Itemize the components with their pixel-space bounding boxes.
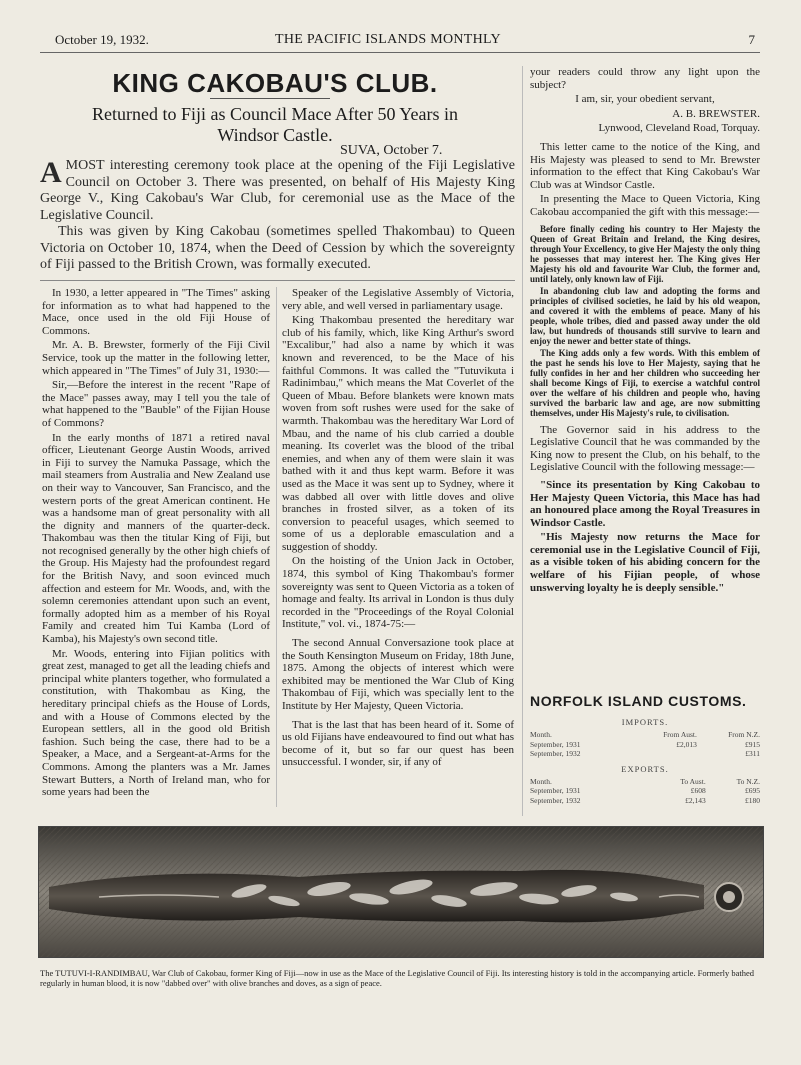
table-header: From N.Z.: [728, 730, 760, 739]
running-header: [55, 32, 755, 54]
paragraph: This letter came to the notice of the King, and His Majesty was pleased to send to Mr. Brewster information to the effect that King Cakobau's War Club was at Windsor Castle.: [530, 140, 760, 191]
article-title: KING CAKOBAU'S CLUB.: [112, 68, 438, 98]
lead-rule: [40, 280, 515, 281]
magazine-title: THE PACIFIC ISLANDS MONTHLY: [275, 32, 501, 47]
page-number: 7: [748, 32, 755, 47]
customs-table: [530, 715, 760, 805]
exports-table: [530, 777, 760, 806]
table-header: Month.: [530, 730, 552, 739]
imports-table: [530, 730, 760, 759]
paragraph: On the hoisting of the Union Jack in October, 1874, this symbol of King Thakombau's former sovereignty was sent to Queen Victoria as a token of homage and fealty. Its arrival in London is thus duly recorded in the "Proceedings of the Royal Colonial Institute," vol. vi., 1874-75:—: [282, 555, 514, 631]
paragraph: That is the last that has been heard of it. Some of us old Fijians have endeavoured to find out what has become of it, but so far our quest has been unsuccessful. I wonder, sir, if any of: [282, 718, 514, 769]
photo-caption: The TUTUVI-I-RANDIMBAU, War Club of Cakobau, former King of Fiji—now in use as the Mace of the Legislative Council of Fiji. Its interesting history is told in the accompanying article. Formerly bathed regularly in human blood, it is now "dabbed over" with olive branches and doves, as a sign of peace.: [40, 968, 755, 988]
lead-paragraph-2: This was given by King Cakobau (sometimes spelled Thakombau) to Queen Victoria on October 10, 1874, when the Deed of Cession by which the sovereignty of Fiji passed to the British Crown, was formally executed.: [40, 224, 515, 272]
table-cell: £915: [745, 739, 760, 749]
table-cell: September, 1931: [530, 786, 581, 795]
table-header: Month.: [530, 776, 552, 786]
paragraph: King Thakombau presented the hereditary war club of his family, which, like King Arthur's sword "Excalibur," had also a name by which it was known and reverenced, to be the Mace of his faithful Commons. It was called the "Tutuvikuta i Radinimbau," which means the Mat Coverlet of the Queen of Mbau. Before blankets were known mats woven from soft rushes were used for the sake of warmth. Thakombau was the hereditary War Lord of Mbau, and the name of his club carried a double meaning. Its coverlet was the blood of the tribal enemies, and when any of them were slain it was bathed with it and thus kept warm. Before it was used as the Mace it was sent up to Sydney, where it was dabbed all over with little doves and olive branches in frosted silver, as a token of its conversion to peaceful usages, which seemed to some of us a deplorable emasculation and a suggestion of shoddy.: [282, 314, 514, 553]
table-row: [530, 740, 760, 750]
column-2: [282, 287, 514, 771]
title-rule: [210, 98, 330, 99]
table-cell: [630, 749, 697, 759]
table-header: To N.Z.: [736, 776, 760, 786]
table-cell: £311: [745, 749, 760, 758]
war-club-photo: [38, 826, 764, 958]
column-3: [530, 66, 760, 596]
table-cell: £2,013: [676, 739, 697, 749]
table-cell: £695: [745, 786, 760, 795]
paragraph: Sir,—Before the interest in the recent "Rape of the Mace" passes away, may I tell you the tale of what happened to the "Bauble" of the Fijian House of Commons?: [42, 379, 270, 429]
paragraph: In 1930, a letter appeared in "The Times" asking for information as to what had happened to the Mace, once used in the old Fiji House of Commons.: [42, 287, 270, 337]
dateline: SUVA, October 7.: [340, 143, 443, 158]
table-header: From Aust.: [663, 730, 697, 739]
header-rule: [40, 52, 760, 53]
paragraph: Mr. Woods, entering into Fijian politics with great zest, managed to get all the leading chiefs and principal white planters together, who formulated a constitution, with Thakombau as King, the hereditary principal chiefs as the House of Lords, and with a House of Commons elected by the European settlers, all in the good old British fashion. Such being the case, there had to be a Speaker, a Mace, and a Sergeant-at-Arms for the Commons. Among the planters was a Mr. James Stewart Butters, a North of Ireland man, who for some years had been the: [42, 647, 270, 799]
paragraph: The Governor said in his address to the Legislative Council that he was commanded by the King now to present the Club, on his behalf, to the Legislative Council with the following message:—: [530, 423, 760, 474]
lead-paragraphs: [40, 158, 515, 274]
table-cell: September, 1932: [530, 795, 581, 805]
table-row: [530, 786, 760, 796]
table-row: [530, 749, 760, 759]
sign-off: I am, sir, your obedient servant,: [575, 93, 715, 106]
table-cell: £2,143: [685, 795, 706, 805]
column-rule: [522, 66, 523, 816]
column-1: [42, 287, 270, 801]
paragraph: your readers could throw any light upon the subject?: [530, 66, 760, 91]
issue-date: October 19, 1932.: [55, 32, 149, 47]
paragraph: In the early months of 1871 a retired naval officer, Lieutenant George Austin Woods, arrived in Fiji to survey the Namuka Passage, which the mail steamers from Australia and New Zealand use on their way to Vancouver, San Francisco, and the western ports of the great American continent. He was a handsome man of great personality with all the dignity and manners of the quarter-deck. Thakombau was then the titular King of Fiji, but not recognised generally by the other high chiefs of the Group. His Majesty had the profoundest regard for the British Navy, and soon evinced much affection and esteem for Mr. Woods, and, with the solemn ceremonies attendant upon such an event, formally adopted him as a member of his Royal Family and created him Tui Kamba (Lord of Kamba), his Majesty's own second title.: [42, 431, 270, 646]
imports-label: IMPORTS.: [621, 717, 669, 727]
table-cell: September, 1931: [530, 739, 581, 749]
table-cell: September, 1932: [530, 749, 581, 758]
column-rule: [276, 287, 277, 807]
table-cell: £180: [745, 795, 760, 805]
table-cell: £608: [690, 786, 706, 795]
quoted-message: The King adds only a few words. With this emblem of the past he sends his love to Her Majesty, saying that he fully confides in her and her children who succeeding her shall become Kings of Fiji, to exercise a watchful control over the welfare of his children and people who, having survived the barbaric law and age, are now submitting themselves, under His Majesty's rule, to civilisation.: [530, 347, 760, 418]
table-row: [530, 796, 760, 806]
paragraph: Speaker of the Legislative Assembly of Victoria, very able, and well versed in parliamentary usage.: [282, 287, 514, 312]
address: Lynwood, Cleveland Road, Torquay.: [598, 122, 760, 135]
signature: A. B. BREWSTER.: [672, 107, 760, 120]
customs-heading: NORFOLK ISLAND CUSTOMS.: [530, 693, 747, 709]
lead-paragraph-1: MOST interesting ceremony took place at the opening of the Fiji Legislative Council on October 3. There was presented, on behalf of His Majesty King George V., King Cakobau's War Club, for ceremonial use as the Mace of the Legislative Council.: [40, 158, 515, 223]
quoted-message: Before finally ceding his country to Her Majesty the Queen of Great Britain and Ireland, the King desires, through Your Excellency, to give Her Majesty the only thing he possesses that may interest her. The King gives Her Majesty his old and favourite War Club, the former and, until lately, only known law of Fiji.: [530, 223, 760, 284]
quoted-message: In abandoning club law and adopting the forms and principles of civilised societies, he laid by his old weapon, and covered it with the emblems of peace. Many of his people, whole tribes, died and passed away under the old law, but hundreds of thousands still survive to learn and enjoy the newer and better state of things.: [530, 285, 760, 346]
paragraph: In presenting the Mace to Queen Victoria, King Cakobau accompanied the gift with this message:—: [530, 193, 760, 218]
war-club-image: [39, 827, 763, 957]
paragraph: Mr. A. B. Brewster, formerly of the Fiji Civil Service, took up the matter in the following letter, which appeared in "The Times" of July 31, 1930:—: [42, 339, 270, 377]
drop-cap: A: [40, 156, 62, 189]
table-header: To Aust.: [680, 776, 706, 786]
article-subtitle: Returned to Fiji as Council Mace After 50 Years in Windsor Castle.: [92, 104, 458, 145]
royal-message: "Since its presentation by King Cakobau to Her Majesty Queen Victoria, this Mace has had an honoured place among the Royal Treasures in Windsor Castle.: [530, 478, 760, 529]
exports-label: EXPORTS.: [621, 763, 669, 774]
paragraph: The second Annual Conversazione took place at the South Kensington Museum on Friday, 18th June, 1875. Among the objects of interest which were exhibited may be mentioned the War Club of King Thakombau of Fiji, which was specially lent to the Institute by Her Majesty, Queen Victoria.: [282, 637, 514, 712]
royal-message: "His Majesty now returns the Mace for ceremonial use in the Legislative Council of Fiji, as a visible token of his abiding concern for the welfare of his Fijian people, of whose unswerving loyalty he is deeply sensible.": [530, 531, 760, 594]
